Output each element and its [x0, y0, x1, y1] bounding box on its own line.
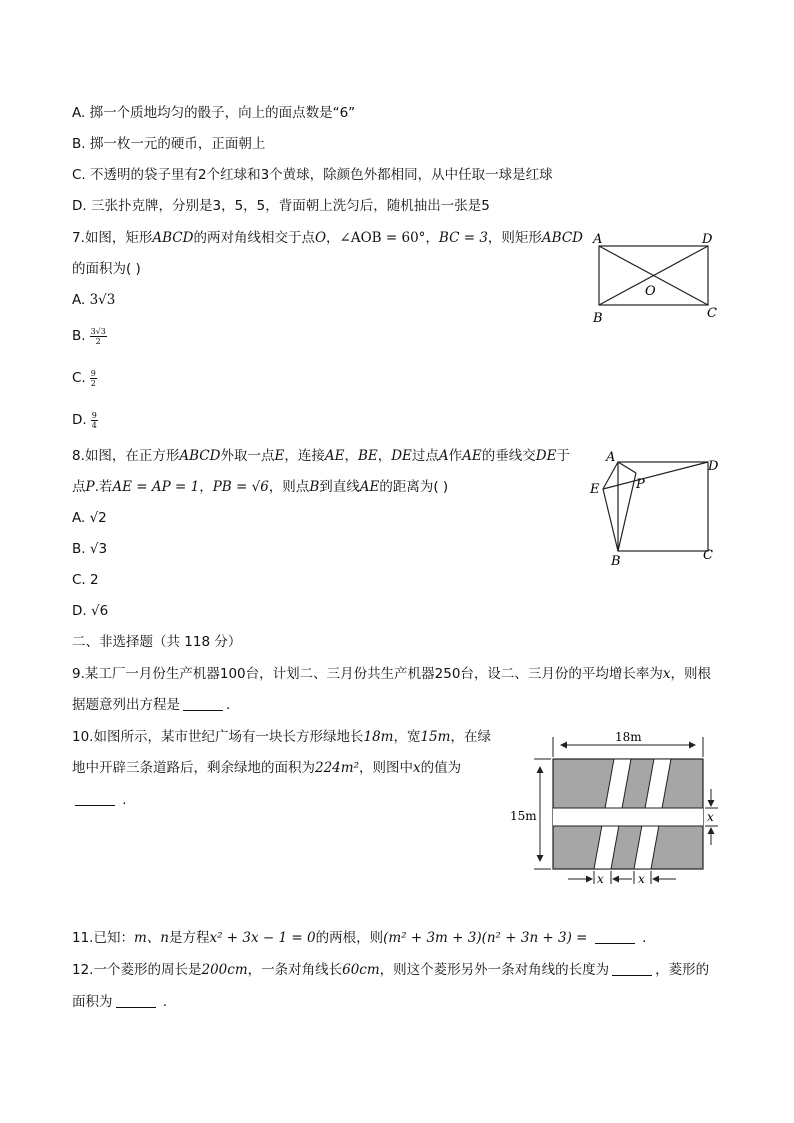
- q11-line: 11.已知：m、n是方程x² + 3x − 1 = 0的两根，则(m² + 3m + 3)(n² + 3n + 3) = .: [72, 930, 647, 946]
- q9-answer-blank[interactable]: [183, 696, 223, 711]
- q10-answer-blank[interactable]: [75, 791, 115, 806]
- q12-line1: 12.一个菱形的周长是200cm，一条对角线长60cm，则这个菱形另外一条对角线的长度为 ，菱形的: [72, 962, 710, 978]
- q6-option-c: C. 不透明的袋子里有2个红球和3个黄球，除颜色外都相同，从中任取一球是红球: [72, 167, 553, 183]
- q8-option-b: B. √3: [72, 541, 108, 557]
- q10-label-x-bottom-2: x: [638, 872, 645, 886]
- q7-label-d: D: [702, 232, 713, 247]
- q6-option-a: A. 掷一个质地均匀的骰子，向上的面点数是“6”: [72, 105, 356, 121]
- q8-stem-line2: 点P.若AE = AP = 1，PB = √6，则点B到直线AE的距离为( ): [72, 479, 449, 495]
- q6-option-d: D. 三张扑克牌，分别是3，5，5，背面朝上洗匀后，随机抽出一张是5: [72, 198, 490, 214]
- q8-label-d: D: [708, 459, 719, 474]
- q10-label-x-bottom-1: x: [597, 872, 604, 886]
- q8-label-c: C: [703, 548, 713, 563]
- q10-label-x-right: x: [707, 810, 714, 824]
- q7-option-a: A. 3√3: [72, 292, 116, 308]
- q8-label-p: P: [636, 477, 645, 492]
- q8-label-e: E: [590, 482, 600, 497]
- q7-option-d: D. $\frac{9}{4}$: [72, 410, 97, 430]
- q7-label-c: C: [707, 306, 717, 321]
- q8-option-d: D. √6: [72, 603, 109, 619]
- q11-answer-blank[interactable]: [595, 929, 635, 944]
- q8-option-c: C. 2: [72, 572, 99, 588]
- q9-line1: 9.某工厂一月份生产机器100台，计划二、三月份共生产机器250台，设二、三月份的平均增长率为x，则根: [72, 666, 712, 682]
- q10-line2: 地中开辟三条道路后，剩余绿地的面积为224m²，则图中x的值为: [72, 760, 462, 776]
- q10-line3: .: [72, 790, 127, 810]
- q8-label-a: A: [606, 450, 616, 465]
- q10-line1: 10.如图所示，某市世纪广场有一块长方形绿地长18m，宽15m，在绿: [72, 729, 491, 745]
- q6-option-b: B. 掷一枚一元的硬币，正面朝上: [72, 136, 266, 152]
- q12-line2: 面积为 .: [72, 994, 168, 1010]
- q8-label-b: B: [611, 554, 621, 569]
- q10-label-length: 18m: [615, 730, 642, 744]
- q10-label-width: 15m: [510, 809, 537, 823]
- q7-option-c: C. $\frac{9}{2}$: [72, 368, 96, 388]
- q7-option-b: B. $\frac{3√3}{2}$: [72, 326, 106, 346]
- q8-stem-line1: 8.如图，在正方形ABCD外取一点E，连接AE，BE，DE过点A作AE的垂线交DE于: [72, 448, 570, 464]
- q7-label-a: A: [593, 232, 603, 247]
- q10-field-figure: [506, 729, 726, 889]
- q12-answer-blank-1[interactable]: [612, 961, 652, 976]
- q7-stem-line2: 的面积为( ): [72, 261, 141, 277]
- q12-answer-blank-2[interactable]: [116, 993, 156, 1008]
- q7-stem-line1: 7.如图，矩形ABCD的两对角线相交于点O，∠AOB = 60°，BC = 3，则矩形ABCD: [72, 230, 583, 246]
- q7-rectangle-figure: [588, 228, 728, 324]
- q8-square-figure: [586, 447, 726, 569]
- q9-line2: 据题意列出方程是 .: [72, 697, 231, 713]
- section-heading: 二、非选择题（共 118 分）: [72, 634, 242, 650]
- q8-option-a: A. √2: [72, 510, 107, 526]
- q7-label-o: O: [645, 284, 656, 299]
- q7-label-b: B: [593, 311, 603, 324]
